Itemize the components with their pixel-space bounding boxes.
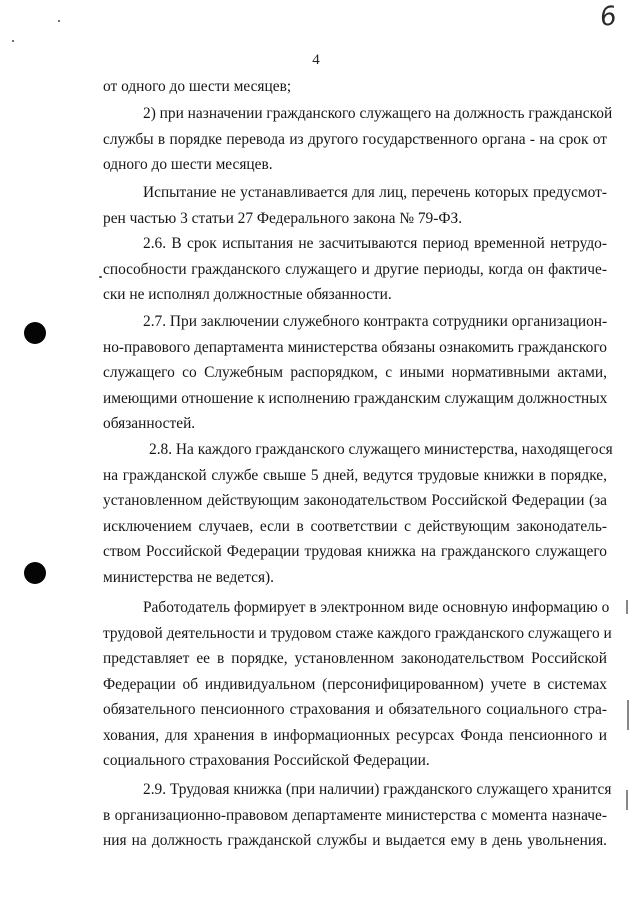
text-line: в организационно-правовом департаменте министерства с момента назначе- (103, 806, 607, 824)
text-line: установленном действующим законодательством Российской Федерации (за (103, 492, 607, 509)
text-line: представляет ее в порядке, установленном законодательством Российской (103, 650, 607, 667)
scan-edge-mark (626, 600, 628, 614)
text-line: 2) при назначении гражданского служащего на должность гражданской (143, 105, 613, 122)
text-line: 2.6. В срок испытания не засчитываются период временной нетрудо- (143, 235, 607, 252)
text-line: обязательного пенсионного страхования и обязательного социального стра- (103, 701, 607, 718)
paragraph-employer-records (103, 595, 612, 774)
text-line: ски не исполнял должностные обязанности. (103, 286, 392, 303)
text-line: одного до шести месяцев. (103, 156, 273, 173)
paragraph-2-8 (103, 437, 613, 590)
text-line: Испытание не устанавливается для лиц, перечень которых предусмот- (143, 184, 607, 201)
text-line: трудовой деятельности и трудовом стаже каждого гражданского служащего и (103, 624, 612, 642)
scan-edge-mark (626, 790, 628, 810)
text-line: службы в порядке перевода из другого государственного органа - на срок от (103, 130, 607, 148)
text-line: 2.9. Трудовая книжка (при наличии) гражданского служащего хранится (143, 781, 612, 798)
scan-speck (99, 276, 102, 278)
paragraph-2-9 (103, 777, 612, 854)
hole-punch-bottom (24, 562, 46, 584)
text-line: хования, для хранения в информационных ресурсах Фонда пенсионного и (103, 726, 607, 744)
handwritten-page-mark: 6 (597, 0, 619, 34)
text-line: но-правового департамента министерства обязаны ознакомить гражданского (103, 338, 607, 356)
hole-punch-top (24, 322, 46, 344)
text-line: Работодатель формирует в электронном виде основную информацию о (143, 599, 610, 616)
text-line: от одного до шести месяцев; (103, 78, 292, 95)
text-line: 2.8. На каждого гражданского служащего министерства, находящегося (149, 441, 613, 458)
text-line: ния на должность гражданской службы и выдается ему в день увольнения. (103, 832, 607, 849)
text-line: Федерации об индивидуальном (персонифицированном) учете в системах (103, 675, 607, 693)
text-line: министерства не ведется). (103, 568, 275, 586)
text-line: обязанностей. (103, 415, 196, 432)
text-line: 2.7. При заключении служебного контракта сотрудники организацион- (143, 313, 608, 330)
scan-edge-mark (627, 700, 629, 730)
paragraph-2-6 (103, 231, 607, 308)
paragraph-item-2 (103, 101, 613, 178)
text-line: на гражданской службе свыше 5 дней, ведутся трудовые книжки в порядке, (103, 466, 607, 484)
paragraph-probation-exemption (103, 180, 607, 231)
text-line: социального страхования Российской Федерации. (103, 752, 430, 769)
text-line: способности гражданского служащего и другие периоды, когда он фактиче- (103, 260, 607, 278)
text-line: служащего со Служебным распорядком, с иными нормативными актами, (103, 364, 607, 381)
text-line: ством Российской Федерации трудовая книжка на гражданского служащего (103, 543, 607, 560)
text-line: имеющими отношение к исполнению гражданским служащим должностных (103, 389, 608, 407)
paragraph-continuation (103, 74, 607, 100)
text-line: исключением случаев, если в соответствии с действующим законодатель- (103, 517, 607, 535)
page-number: 4 (312, 52, 320, 68)
scan-speck (58, 20, 60, 22)
paragraph-2-7 (103, 309, 607, 437)
scan-speck (12, 40, 14, 42)
text-line: рен частью 3 статьи 27 Федерального закона № 79-ФЗ. (103, 209, 463, 227)
